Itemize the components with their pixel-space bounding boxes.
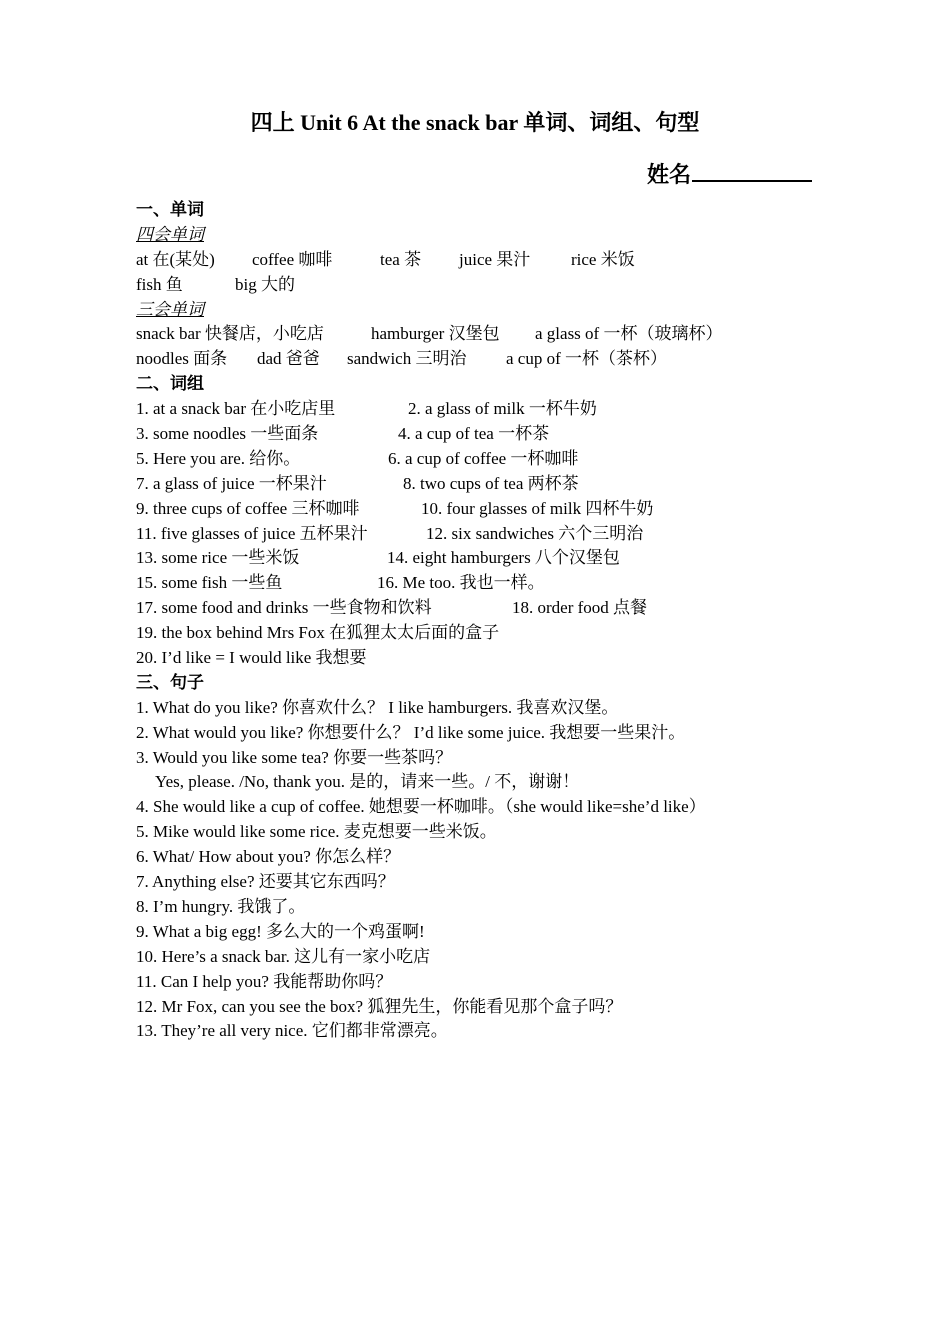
word-item: dad 爸爸 [257, 349, 320, 369]
phrase-row [136, 596, 856, 621]
phrase-item: 20. I’d like = I would like 我想要 [136, 648, 367, 668]
phrase-item: 16. Me too. 我也一样。 [377, 573, 545, 593]
phrase-item: 8. two cups of tea 两杯茶 [403, 473, 579, 493]
word-item: at 在(某处) [136, 249, 215, 269]
name-label: 姓名 [647, 162, 692, 187]
word-row [136, 273, 856, 298]
subheading-four-skill-words: 四会单词 [136, 224, 204, 244]
phrase-item: 6. a cup of coffee 一杯咖啡 [388, 448, 579, 468]
word-item: coffee 咖啡 [252, 249, 333, 269]
phrase-item: 12. six sandwiches 六个三明治 [426, 523, 644, 543]
sentence-line: 5. Mike would like some rice. 麦克想要一些米饭。 [136, 822, 497, 842]
sentence-line: 7. Anything else? 还要其它东西吗？ [136, 872, 395, 892]
phrase-row [136, 646, 856, 671]
phrase-item: 11. five glasses of juice 五杯果汁 [136, 523, 368, 543]
sentence-line: 9. What a big egg! 多么大的一个鸡蛋啊! [136, 921, 425, 941]
word-item: a glass of 一杯（玻璃杯） [535, 324, 723, 344]
sentence-line: Yes, please. /No, thank you. 是的，请来一些。/ 不，谢谢！ [155, 772, 580, 792]
phrase-row [136, 522, 856, 547]
phrase-row [136, 497, 856, 522]
phrase-item: 14. eight hamburgers 八个汉堡包 [387, 548, 620, 568]
word-item: tea 茶 [380, 249, 422, 269]
phrase-item: 9. three cups of coffee 三杯咖啡 [136, 498, 360, 518]
word-item: big 大的 [235, 274, 295, 294]
sentence-line: 2. What would you like? 你想要什么？ I’d like some juice. 我想要一些果汁。 [136, 722, 686, 742]
word-row [136, 347, 856, 372]
page-title: 四上 Unit 6 At the snack bar 单词、词组、句型 [250, 110, 700, 135]
sentence-line: 12. Mr Fox, can you see the box? 狐狸先生，你能看见那个盒子吗？ [136, 996, 623, 1016]
phrase-item: 18. order food 点餐 [512, 598, 648, 618]
word-item: sandwich 三明治 [347, 349, 467, 369]
word-row [136, 248, 856, 273]
phrase-row [136, 571, 856, 596]
phrase-row [136, 422, 856, 447]
phrase-item: 3. some noodles 一些面条 [136, 424, 319, 444]
phrase-row [136, 546, 856, 571]
phrase-item: 2. a glass of milk 一杯牛奶 [408, 399, 597, 419]
sentence-line: 13. They’re all very nice. 它们都非常漂亮。 [136, 1021, 448, 1041]
phrase-row [136, 472, 856, 497]
sentence-line: 11. Can I help you? 我能帮助你吗？ [136, 971, 393, 991]
word-item: snack bar 快餐店，小吃店 [136, 324, 324, 344]
phrase-item: 7. a glass of juice 一杯果汁 [136, 473, 327, 493]
phrase-item: 1. at a snack bar 在小吃店里 [136, 399, 336, 419]
phrase-item: 5. Here you are. 给你。 [136, 448, 301, 468]
sentence-line: 1. What do you like? 你喜欢什么？ I like hamburgers. 我喜欢汉堡。 [136, 697, 619, 717]
phrase-row [136, 397, 856, 422]
section-heading-words: 一、单词 [136, 200, 204, 219]
phrase-item: 10. four glasses of milk 四杯牛奶 [421, 498, 654, 518]
word-item: hamburger 汉堡包 [371, 324, 500, 344]
phrase-item: 15. some fish 一些鱼 [136, 573, 283, 593]
phrase-item: 13. some rice 一些米饭 [136, 548, 300, 568]
section-heading-sentences: 三、句子 [136, 672, 204, 692]
sentence-line: 4. She would like a cup of coffee. 她想要一杯咖啡。（she would like=she’d like） [136, 797, 706, 817]
phrase-item: 17. some food and drinks 一些食物和饮料 [136, 598, 432, 618]
section-heading-phrases: 二、词组 [136, 374, 204, 394]
sentence-line: 8. I’m hungry. 我饿了。 [136, 896, 306, 916]
word-item: rice 米饭 [571, 249, 635, 269]
worksheet-content [136, 198, 856, 1044]
phrase-row [136, 621, 856, 646]
sentence-line: 10. Here’s a snack bar. 这儿有一家小吃店 [136, 946, 431, 966]
name-blank-line [692, 158, 812, 182]
word-item: noodles 面条 [136, 349, 228, 369]
phrase-item: 4. a cup of tea 一杯茶 [398, 424, 550, 444]
phrase-item: 19. the box behind Mrs Fox 在狐狸太太后面的盒子 [136, 623, 500, 643]
sentence-line: 6. What/ How about you? 你怎么样？ [136, 847, 401, 867]
name-field [647, 158, 827, 190]
phrase-row [136, 447, 856, 472]
word-item: juice 果汁 [459, 249, 531, 269]
sentence-line: 3. Would you like some tea? 你要一些茶吗？ [136, 747, 453, 767]
word-item: a cup of 一杯（茶杯） [506, 349, 668, 369]
word-item: fish 鱼 [136, 274, 183, 294]
word-row [136, 322, 856, 347]
subheading-three-skill-words: 三会单词 [136, 299, 204, 319]
